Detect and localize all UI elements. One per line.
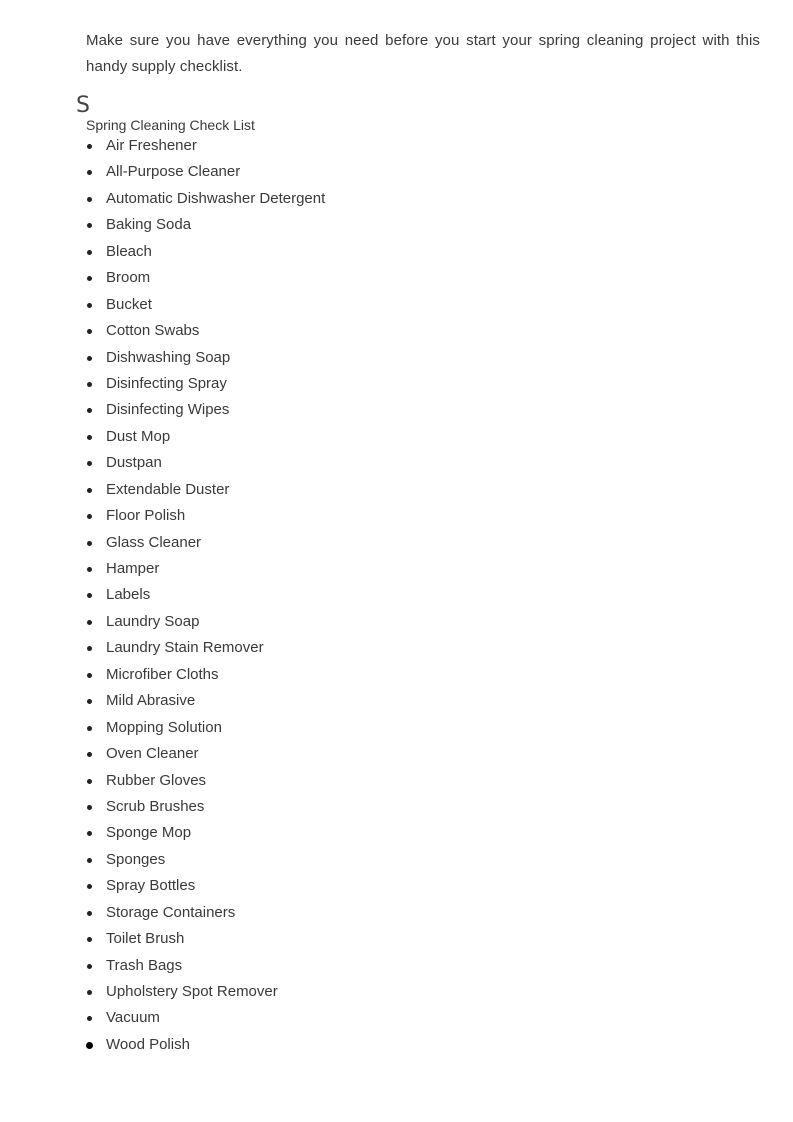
list-item <box>86 556 325 582</box>
bullet-icon <box>87 170 92 175</box>
bullet-icon <box>87 831 92 836</box>
list-item <box>86 609 325 635</box>
list-item <box>86 979 325 1005</box>
list-item-label: Mild Abrasive <box>106 692 196 710</box>
list-item-label: Sponge Mop <box>106 824 192 842</box>
list-item-label: Laundry Soap <box>106 612 200 630</box>
bullet-icon <box>87 223 92 228</box>
list-item-label: Baking Soda <box>106 216 192 234</box>
bullet-icon <box>87 1016 92 1021</box>
list-item-label: Vacuum <box>106 1009 160 1027</box>
bullet-icon <box>87 461 92 466</box>
bullet-icon <box>87 382 92 387</box>
list-item-label: Glass Cleaner <box>106 533 202 551</box>
bullet-icon <box>87 514 92 519</box>
list-item-label: Automatic Dishwasher Detergent <box>106 189 326 207</box>
list-item-label: Laundry Stain Remover <box>106 639 264 657</box>
checklist-title: Spring Cleaning Check List <box>86 117 255 133</box>
bullet-icon <box>87 356 92 361</box>
list-item-label: Dustpan <box>106 454 162 472</box>
bullet-icon <box>87 858 92 863</box>
bullet-icon <box>87 144 92 149</box>
list-item-label: Trash Bags <box>106 956 183 974</box>
list-item-label: Wood Polish <box>106 1035 190 1053</box>
list-item-label: Toilet Brush <box>106 930 185 948</box>
list-item-label: Rubber Gloves <box>106 771 207 789</box>
list-item-label: Upholstery Spot Remover <box>106 983 278 1000</box>
list-item <box>86 503 325 529</box>
list-item <box>86 265 325 291</box>
list-item-label: All-Purpose Cleaner <box>106 163 241 181</box>
bullet-icon <box>87 673 92 678</box>
bullet-icon <box>87 567 92 572</box>
list-item <box>86 1032 325 1058</box>
list-item <box>86 926 325 952</box>
list-item-label: Mopping Solution <box>106 718 222 736</box>
bullet-icon <box>87 937 92 942</box>
list-item-label: Disinfecting Wipes <box>106 401 230 419</box>
bullet-icon <box>87 541 92 546</box>
bullet-icon <box>87 329 92 334</box>
list-item <box>86 1005 325 1031</box>
list-item-label: Microfiber Cloths <box>106 665 219 683</box>
list-item <box>86 345 325 371</box>
list-item <box>86 820 325 846</box>
list-item-label: Spray Bottles <box>106 877 196 895</box>
list-item-label: Scrub Brushes <box>106 797 205 815</box>
intro-paragraph: Make sure you have everything you need before you start your spring cleaning project with this handy supply checklist. <box>86 32 760 75</box>
list-item <box>86 582 325 608</box>
bullet-icon <box>87 911 92 916</box>
list-item-label: Disinfecting Spray <box>106 374 227 392</box>
bullet-icon <box>87 964 92 969</box>
bullet-icon <box>87 593 92 598</box>
list-item-label: Oven Cleaner <box>106 745 199 763</box>
supply-checklist <box>86 133 325 1058</box>
bullet-icon <box>87 779 92 784</box>
list-item <box>86 873 325 899</box>
bullet-icon <box>87 646 92 651</box>
list-item <box>86 133 325 159</box>
list-item-label: Bucket <box>106 295 152 313</box>
list-item-label: Air Freshener <box>106 137 197 154</box>
bullet-icon <box>87 726 92 731</box>
list-item-label: Bleach <box>106 242 152 260</box>
list-item <box>86 450 325 476</box>
bullet-icon <box>87 276 92 281</box>
list-item-label: Dishwashing Soap <box>106 348 231 366</box>
bullet-icon <box>87 408 92 413</box>
list-item <box>86 741 325 767</box>
bullet-icon <box>87 435 92 440</box>
list-item-label: Dust Mop <box>106 427 171 445</box>
bullet-icon <box>87 699 92 704</box>
list-item <box>86 953 325 979</box>
list-item-label: Storage Containers <box>106 903 236 921</box>
list-item-label: Cotton Swabs <box>106 322 200 340</box>
list-item <box>86 635 325 661</box>
list-item <box>86 424 325 450</box>
list-item <box>86 371 325 397</box>
list-item <box>86 159 325 185</box>
bullet-icon <box>87 805 92 810</box>
list-item <box>86 900 325 926</box>
list-item-label: Sponges <box>106 850 166 868</box>
list-item <box>86 768 325 794</box>
list-item <box>86 212 325 238</box>
bullet-icon <box>87 620 92 625</box>
list-item <box>86 530 325 556</box>
list-item-label: Extendable Duster <box>106 480 230 498</box>
bullet-icon <box>87 990 92 995</box>
list-item <box>86 662 325 688</box>
list-item-label: Hamper <box>106 560 160 577</box>
list-item-label: Labels <box>106 586 151 604</box>
bullet-icon <box>87 752 92 757</box>
bullet-icon <box>87 303 92 308</box>
bullet-icon <box>86 1042 93 1049</box>
list-item <box>86 847 325 873</box>
bullet-icon <box>87 488 92 493</box>
list-item <box>86 477 325 503</box>
bullet-icon <box>87 250 92 255</box>
bullet-icon <box>87 197 92 202</box>
list-item-label: Floor Polish <box>106 507 186 525</box>
list-item <box>86 397 325 423</box>
drop-cap-mark: S <box>76 93 90 118</box>
list-item <box>86 239 325 265</box>
list-item <box>86 318 325 344</box>
list-item <box>86 688 325 714</box>
list-item <box>86 292 325 318</box>
bullet-icon <box>87 884 92 889</box>
list-item <box>86 794 325 820</box>
list-item <box>86 186 325 212</box>
list-item-label: Broom <box>106 269 151 287</box>
list-item <box>86 715 325 741</box>
